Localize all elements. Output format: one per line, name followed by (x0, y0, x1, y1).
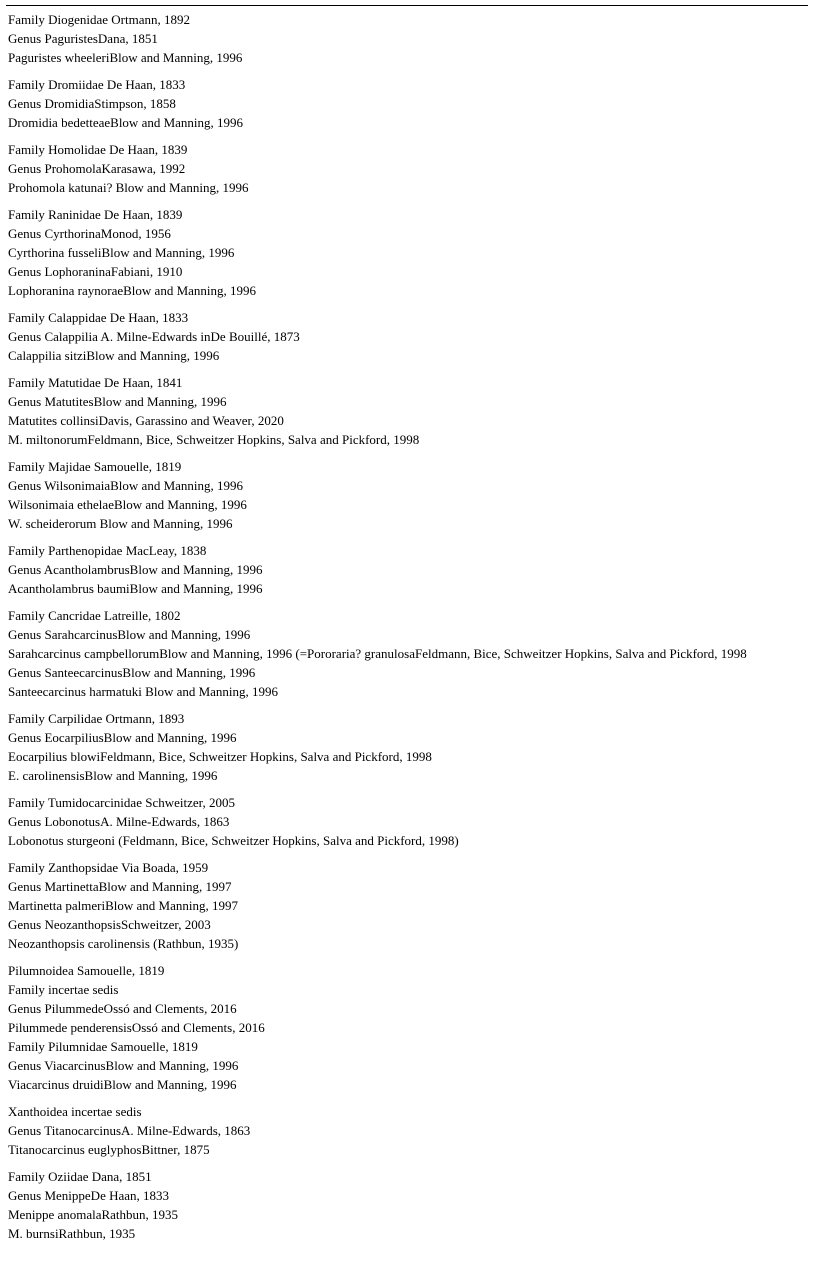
taxon-line: Genus DromidiaStimpson, 1858 (8, 96, 176, 111)
taxon-line: Dromidia bedetteaeBlow and Manning, 1996 (8, 115, 244, 130)
taxon-group (8, 858, 814, 953)
taxon-group (8, 961, 814, 1094)
taxon-group (8, 205, 814, 300)
taxon-line: Genus WilsonimaiaBlow and Manning, 1996 (8, 478, 244, 493)
taxon-line: Genus MatutitesBlow and Manning, 1996 (8, 394, 227, 409)
taxon-group (8, 1102, 814, 1159)
taxon-line: M. burnsiRathbun, 1935 (8, 1226, 136, 1241)
taxon-line: Titanocarcinus euglyphosBittner, 1875 (8, 1142, 210, 1157)
taxon-line: Family Dromiidae De Haan, 1833 (8, 77, 186, 92)
taxon-line: Sarahcarcinus campbellorumBlow and Manning, 1996 (=Pororaria? granulosaFeldmann, Bice, Schweitzer Hopkins, Salva and Pickford, 1998 (8, 646, 747, 661)
taxon-line: Genus AcantholambrusBlow and Manning, 1996 (8, 562, 263, 577)
taxon-group (8, 140, 814, 197)
taxon-line: Neozanthopsis carolinensis (Rathbun, 1935) (8, 936, 239, 951)
taxon-line: Family Majidae Samouelle, 1819 (8, 459, 182, 474)
taxon-line: Genus LobonotusA. Milne-Edwards, 1863 (8, 814, 230, 829)
taxon-line: Genus NeozanthopsisSchweitzer, 2003 (8, 917, 211, 932)
taxon-line: Cyrthorina fusseliBlow and Manning, 1996 (8, 245, 235, 260)
taxon-line: Genus TitanocarcinusA. Milne-Edwards, 1863 (8, 1123, 251, 1138)
taxon-line: Calappilia sitziBlow and Manning, 1996 (8, 348, 220, 363)
taxon-line: Family Parthenopidae MacLeay, 1838 (8, 543, 207, 558)
taxon-line: Family Homolidae De Haan, 1839 (8, 142, 188, 157)
taxon-line: E. carolinensisBlow and Manning, 1996 (8, 768, 218, 783)
taxon-line: Matutites collinsiDavis, Garassino and Weaver, 2020 (8, 413, 284, 428)
taxon-line: Xanthoidea incertae sedis (8, 1104, 142, 1119)
taxon-line: Pilummede penderensisOssó and Clements, 2016 (8, 1020, 265, 1035)
taxon-line: Pilumnoidea Samouelle, 1819 (8, 963, 165, 978)
taxon-line: Family Calappidae De Haan, 1833 (8, 310, 189, 325)
taxon-line: Prohomola katunai? Blow and Manning, 1996 (8, 180, 249, 195)
taxon-line: Lobonotus sturgeoni (Feldmann, Bice, Schweitzer Hopkins, Salva and Pickford, 1998) (8, 833, 459, 848)
taxon-line: Family Oziidae Dana, 1851 (8, 1169, 152, 1184)
taxon-line: Family Diogenidae Ortmann, 1892 (8, 12, 190, 27)
taxon-line: Menippe anomalaRathbun, 1935 (8, 1207, 179, 1222)
taxon-line: W. scheiderorum Blow and Manning, 1996 (8, 516, 233, 531)
taxon-line: Wilsonimaia ethelaeBlow and Manning, 1996 (8, 497, 247, 512)
taxon-line: Viacarcinus druidiBlow and Manning, 1996 (8, 1077, 237, 1092)
taxon-group (8, 457, 814, 533)
taxon-line: Eocarpilius blowiFeldmann, Bice, Schweitzer Hopkins, Salva and Pickford, 1998 (8, 749, 432, 764)
top-rule (6, 5, 808, 6)
taxon-line: Paguristes wheeleriBlow and Manning, 1996 (8, 50, 243, 65)
taxon-line: Genus SanteecarcinusBlow and Manning, 1996 (8, 665, 256, 680)
taxon-line: Santeecarcinus harmatuki Blow and Manning, 1996 (8, 684, 279, 699)
taxon-line: Family Carpilidae Ortmann, 1893 (8, 711, 185, 726)
taxon-line: Genus SarahcarcinusBlow and Manning, 1996 (8, 627, 251, 642)
taxon-line: Family Matutidae De Haan, 1841 (8, 375, 183, 390)
taxon-line: Lophoranina raynoraeBlow and Manning, 1996 (8, 283, 257, 298)
taxon-line: Genus PaguristesDana, 1851 (8, 31, 158, 46)
taxon-line: M. miltonorumFeldmann, Bice, Schweitzer Hopkins, Salva and Pickford, 1998 (8, 432, 420, 447)
taxon-line: Genus MartinettaBlow and Manning, 1997 (8, 879, 232, 894)
taxon-line: Genus CyrthorinaMonod, 1956 (8, 226, 171, 241)
taxon-line: Genus PilummedeOssó and Clements, 2016 (8, 1001, 237, 1016)
taxon-line: Genus ViacarcinusBlow and Manning, 1996 (8, 1058, 239, 1073)
taxonomy-list (8, 10, 814, 1251)
taxon-line: Genus MenippeDe Haan, 1833 (8, 1188, 170, 1203)
taxon-line: Acantholambrus baumiBlow and Manning, 1996 (8, 581, 263, 596)
taxon-group (8, 541, 814, 598)
taxon-group (8, 606, 814, 701)
taxon-line: Martinetta palmeriBlow and Manning, 1997 (8, 898, 238, 913)
taxon-line: Genus ProhomolaKarasawa, 1992 (8, 161, 186, 176)
taxon-group (8, 308, 814, 365)
taxon-group (8, 709, 814, 785)
taxon-line: Family Zanthopsidae Via Boada, 1959 (8, 860, 209, 875)
taxon-line: Genus Calappilia A. Milne-Edwards inDe Bouillé, 1873 (8, 329, 300, 344)
taxon-group (8, 75, 814, 132)
taxon-line: Genus LophoraninaFabiani, 1910 (8, 264, 183, 279)
taxon-group (8, 10, 814, 67)
taxon-line: Genus EocarpiliusBlow and Manning, 1996 (8, 730, 237, 745)
taxon-line: Family Raninidae De Haan, 1839 (8, 207, 183, 222)
taxon-group (8, 1167, 814, 1243)
taxon-line: Family Cancridae Latreille, 1802 (8, 608, 181, 623)
taxon-line: Family Tumidocarcinidae Schweitzer, 2005 (8, 795, 235, 810)
taxon-line: Family Pilumnidae Samouelle, 1819 (8, 1039, 198, 1054)
taxon-group (8, 793, 814, 850)
taxon-group (8, 373, 814, 449)
taxon-line: Family incertae sedis (8, 982, 119, 997)
